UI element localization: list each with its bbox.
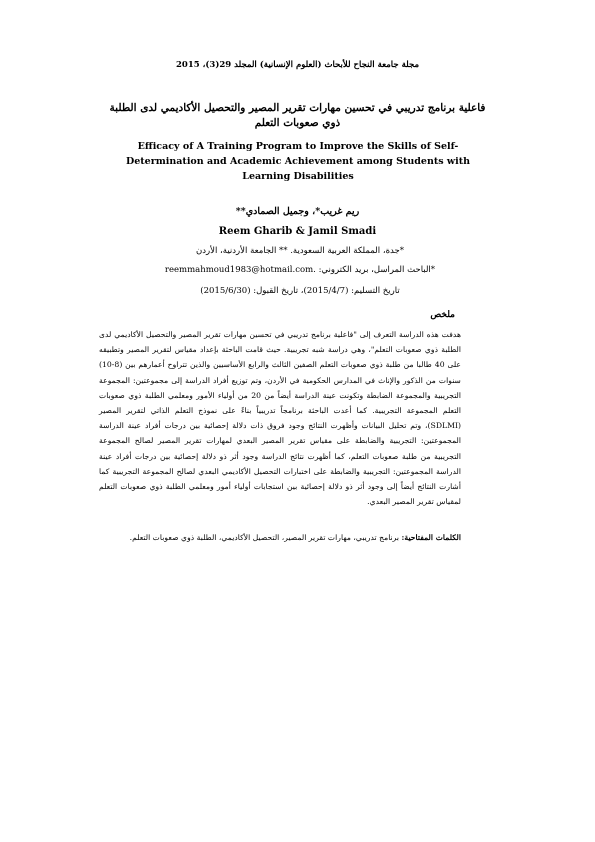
english-title: Efficacy of A Training Program to Improve the Skills of Self-Determination and Academic Achievement among Students with Learning Disabilities bbox=[125, 141, 470, 182]
arabic-title: فاعلية برنامج تدريبي في تحسين مهارات تقرير المصير والتحصيل الأكاديمي لدى الطلبة ذوي صعوبات التعلم bbox=[109, 102, 486, 129]
keywords-label: الكلمات المفتاحية: bbox=[401, 533, 461, 542]
keywords-text: برنامج تدريبي، مهارات تقرير المصير، التحصيل الأكاديمي، الطلبة ذوي صعوبات التعلم. bbox=[129, 533, 400, 542]
affiliation: *جدة، المملكة العربية السعودية. ** الجامعة الأردنية، الأردن bbox=[196, 246, 404, 256]
correspondence-label: *الباحث المراسل، بريد الكتروني: bbox=[318, 265, 436, 275]
authors-english: Reem Gharib & Jamil Smadi bbox=[218, 226, 377, 237]
authors-arabic: ريم غريب*، وجميل الصمادي** bbox=[235, 206, 360, 217]
correspondence bbox=[100, 264, 500, 276]
abstract-body: هدفت هذه الدراسة التعرف إلى "فاعلية برنامج تدريبي في تحسين مهارات تقرير المصير والتحصيل الأكاديمي لدى الطلبة ذوي صعوبات التعلم"، وهي دراسة شبه تجريبية. حيث قامت الباحثة بإعداد مقياس لتقرير المصير وتطبيقه على 40 طالبا من طلبة ذوي صعوبات التعلم الصفين الثالث والرابع الأساسيين والذين تتراوح أعمارهم بين (8-10) سنوات من الذكور والإناث في المدارس الحكومية في الأردن، وتم توزيع أفراد الدراسة إلى مجموعتين: المجموعة التجريبية والمجموعة الضابطة وتكونت عينة الدراسة أيضاً من 20 من أولياء الأمور ومعلمي الطلبة ذوي صعوبات التعلم المجموعة التجريبية. كما أعدت الباحثة برنامجاً تدريبياً بناءً على نموذج التعلم الذاتي لتقرير المصير (SDLMI)، وتم تحليل البيانات وأظهرت النتائج وجود فروق ذات دلالة إحصائية بين درجات أفراد عينة الدراسة المجموعتين: التجريبية والضابطة على مقياس تقرير المصير البعدي لمهارات تقرير المصير لصالح المجموعة التجريبية من طلبة صعوبات التعلم، كما أظهرت نتائج الدراسة وجود أثر ذو دلالة إحصائية بين درجات أفراد عينة الدراسة المجموعتين: التجريبية والضابطة على اختبارات التحصيل الأكاديمي البعدي لصالح المجموعة التجريبية كما أشارت النتائج أيضاً إلى وجود أثر ذو دلالة إحصائية بين استجابات أولياء أمور ومعلمي الطلبة ذوي صعوبات التعلم لمقياس تقرير المصير البعدي. bbox=[99, 330, 461, 507]
keywords bbox=[99, 531, 461, 545]
correspondence-email: reemmahmoud1983@hotmail.com. bbox=[164, 265, 316, 275]
submission-dates: تاريخ التسليم: (2015/4/7)، تاريخ القبول: (2015/6/30) bbox=[200, 286, 400, 296]
abstract-heading: ملخص bbox=[430, 310, 455, 320]
journal-header: مجلة جامعة النجاح للأبحاث (العلوم الإنسانية) المجلد 29(3)، 2015 bbox=[176, 60, 419, 70]
